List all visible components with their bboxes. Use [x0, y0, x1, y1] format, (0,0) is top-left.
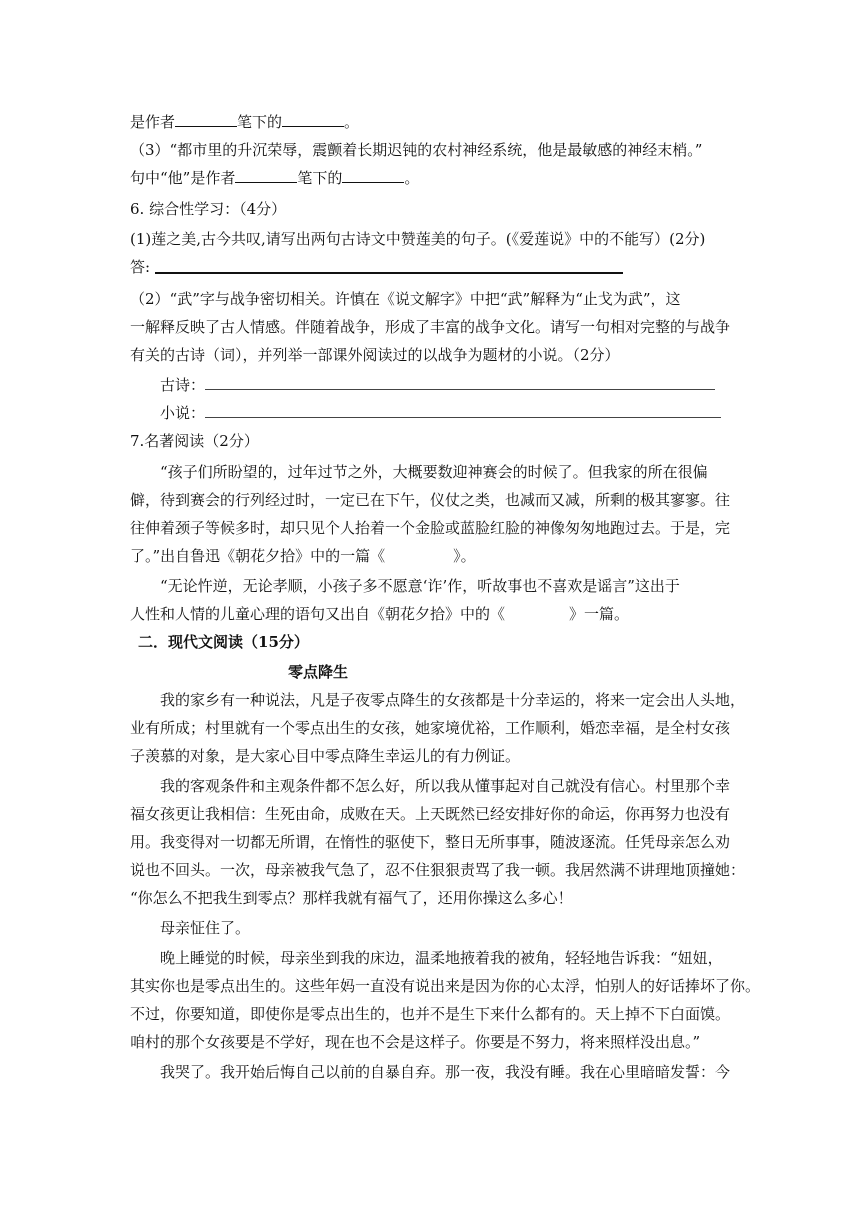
line-author-blank-2	[130, 168, 419, 188]
q7-passage-1-line-1: “孩子们所盼望的，过年过节之外，大概要数迎神赛会的时候了。但我家的所在很偏	[160, 463, 708, 481]
question-7-heading: 7.名著阅读（2分）	[130, 432, 259, 450]
q7-passage-2-line-1: “无论忤逆，无论孝顺，小孩子多不愿意‘诈’作，听故事也不喜欢是谣言”这出于	[160, 577, 680, 595]
text: 笔下的	[297, 169, 343, 187]
text: 》。	[453, 547, 476, 565]
para-4-line-4: 咱村的那个女孩要是不学好，现在也不会是这样子。你要是不努力，将来照样没出息。”	[130, 1033, 701, 1051]
para-2-line-5: “你怎么不把我生到零点？那样我就有福气了，还用你操这么多心！	[130, 889, 573, 907]
answer-label: 答:	[130, 258, 151, 276]
section-2-heading: 二．现代文阅读（15分）	[138, 633, 309, 651]
para-5-line-1: 我哭了。我开始后悔自己以前的自暴自弃。那一夜，我没有睡。我在心里暗暗发誓：今	[160, 1063, 731, 1081]
novel-answer-line[interactable]	[205, 417, 721, 418]
answer-blank[interactable]	[175, 112, 237, 127]
q7-passage-1-line-4	[130, 546, 476, 566]
text: 。	[344, 113, 360, 131]
para-1-line-3: 子羡慕的对象，是大家心目中零点降生幸运儿的有力例证。	[130, 747, 521, 765]
answer-blank[interactable]	[282, 112, 344, 127]
question-6-2-line-2: 一解释反映了古人情感。伴随着战争，形成了丰富的战争文化。请写一句相对完整的与战争	[130, 318, 731, 336]
text: 了。”出自鲁迅《朝花夕拾》中的一篇《	[130, 547, 386, 565]
para-1-line-1: 我的家乡有一种说法，凡是子夜零点降生的女孩都是十分幸运的，将来一定会出人头地，	[160, 691, 746, 709]
novel-label: 小说：	[160, 404, 206, 422]
article-title: 零点降生	[288, 663, 349, 681]
text: 人性和人情的儿童心理的语句又出自《朝花夕拾》中的《	[130, 605, 506, 623]
answer-line[interactable]	[155, 272, 623, 274]
para-2-line-2: 福女孩更让我相信：生死由命，成败在天。上天既然已经安排好你的命运，你再努力也没有	[130, 805, 731, 823]
text: 句中“他”是作者	[130, 169, 236, 187]
question-5-3: （3）“都市里的升沉荣辱，震颤着长期迟钝的农村神经系统，他是最敏感的神经末梢。”	[130, 141, 703, 159]
para-2-line-4: 说也不回头。一次，母亲被我气急了，忍不住狠狠责骂了我一顿。我居然满不讲理地顶撞她：	[130, 861, 746, 879]
para-1-line-2: 业有所成；村里就有一个零点出生的女孩，她家境优裕，工作顺利，婚恋幸福，是全村女孩	[130, 719, 731, 737]
q7-passage-1-line-2: 僻，待到赛会的行列经过时，一定已在下午，仪仗之类，也减而又减，所剩的极其寥寥。往	[130, 491, 731, 509]
q7-passage-1-line-3: 往伸着颈子等候多时，却只见个人抬着一个金脸或蓝脸红脸的神像匆匆地跑过去。于是，完	[130, 519, 731, 537]
question-6-2-line-1: （2）“武”字与战争密切相关。许慎在《说文解字》中把“武”解释为“止戈为武”，这	[130, 290, 681, 308]
question-6-heading: 6. 综合性学习：（4分）	[130, 200, 287, 218]
text: 笔下的	[237, 113, 283, 131]
text: 是作者	[130, 113, 176, 131]
para-3: 母亲怔住了。	[160, 919, 251, 937]
question-6-1: (1)莲之美,古今共叹,请写出两句古诗文中赞莲美的句子。(《爱莲说》中的不能写）(2分)	[130, 230, 706, 248]
question-6-2-line-3: 有关的古诗（词），并列举一部课外阅读过的以战争为题材的小说。（2分）	[130, 346, 620, 364]
poem-label: 古诗：	[160, 376, 206, 394]
line-author-blank-1	[130, 112, 359, 132]
para-4-line-1: 晚上睡觉的时候，母亲坐到我的床边，温柔地掖着我的被角，轻轻地告诉我：“妞妞，	[160, 949, 723, 967]
answer-blank[interactable]	[342, 168, 404, 183]
poem-answer-line[interactable]	[205, 389, 715, 390]
text: 》一篇。	[569, 605, 630, 623]
answer-blank[interactable]	[235, 168, 297, 183]
para-2-line-3: 用。我变得对一切都无所谓，在惰性的驱使下，整日无所事事，随波逐流。任凭母亲怎么劝	[130, 833, 731, 851]
text: 。	[404, 169, 420, 187]
para-4-line-3: 不过，你要知道，即使你是零点出生的，也并不是生下来什么都有的。天上掉不下白面馍。	[130, 1005, 731, 1023]
q7-passage-2-line-2	[130, 604, 629, 624]
para-4-line-2: 其实你也是零点出生的。这些年妈一直没有说出来是因为你的心太浮，怕别人的好话捧坏了你。	[130, 977, 761, 995]
para-2-line-1: 我的客观条件和主观条件都不怎么好，所以我从懂事起对自己就没有信心。村里那个幸	[160, 777, 731, 795]
